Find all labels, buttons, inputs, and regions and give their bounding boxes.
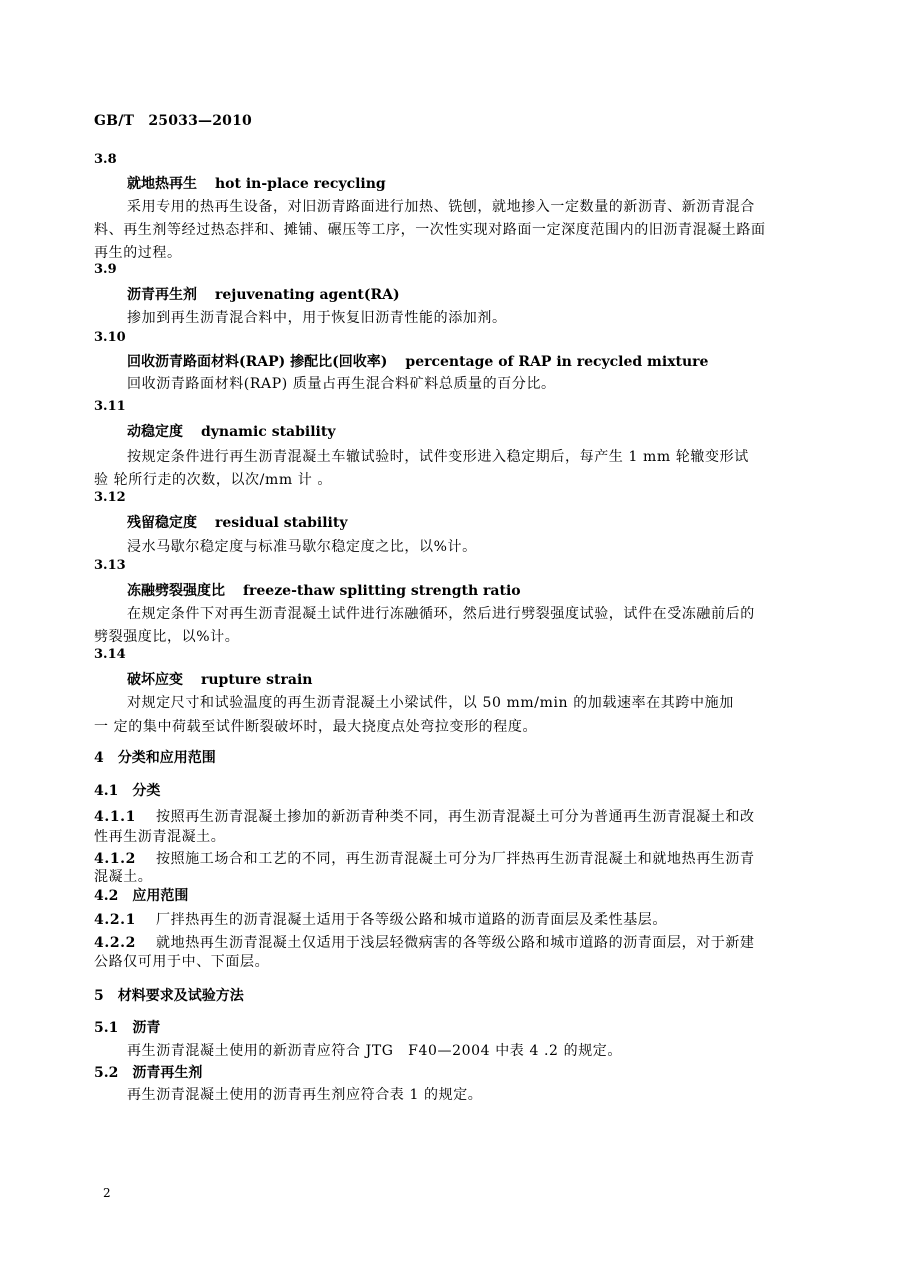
clause-text: 厂拌热再生的沥青混凝土适用于各等级公路和城市道路的沥青面层及柔性基层。 [156,912,667,928]
term-zh: 残留稳定度 [127,515,197,531]
term-title [127,669,312,689]
term-number: 3.9 [94,262,117,277]
term-definition-line: 掺加到再生沥青混合料中，用于恢复旧沥青性能的添加剂。 [127,310,507,326]
term-title [127,284,400,304]
term-title [127,351,708,371]
term-definition-line: 对规定尺寸和试验温度的再生沥青混凝土小梁试件，以 50 mm/min 的加载速率在其跨中施加 [127,695,734,711]
term-number: 3.11 [94,399,126,414]
term-definition-line: 按规定条件进行再生沥青混凝土车辙试验时，试件变形进入稳定期后，每产生 1 mm 轮辙变形试 [127,449,749,465]
term-number: 3.10 [94,330,126,345]
clause-text-line: 混凝土。 [94,869,153,885]
clause-number: 4.2.1 [94,912,136,928]
term-zh: 动稳定度 [127,424,183,440]
term-number: 3.12 [94,490,126,505]
clause-text: 按照再生沥青混凝土掺加的新沥青种类不同，再生沥青混凝土可分为普通再生沥青混凝土和改 [156,809,755,825]
term-zh: 就地热再生 [127,176,197,192]
term-definition-line: 再生的过程。 [94,245,182,261]
section-heading: 5 材料要求及试验方法 [94,988,244,1004]
term-en: rupture strain [201,672,313,688]
page-number: 2 [103,1186,111,1200]
term-definition-line: 一 定的集中荷载至试件断裂破坏时，最大挠度点处弯拉变形的程度。 [94,719,538,735]
term-definition-line: 料、再生剂等经过热态拌和、摊铺、碾压等工序，一次性实现对路面一定深度范围内的旧沥青混凝土路面 [94,222,766,238]
term-en: freeze-thaw splitting strength ratio [243,583,521,599]
term-title [127,512,347,532]
term-number: 3.13 [94,558,126,573]
term-en: residual stability [215,515,348,531]
clause-4-2-1 [94,909,667,929]
term-title [127,421,335,441]
term-definition-line: 在规定条件下对再生沥青混凝土试件进行冻融循环，然后进行劈裂强度试验，试件在受冻融前后的 [127,606,755,622]
subsection-heading: 5.1 沥青 [94,1020,161,1036]
clause-text-line: 再生沥青混凝土使用的新沥青应符合 JTG F40—2004 中表 4 .2 的规定。 [127,1043,623,1059]
term-zh: 沥青再生剂 [127,287,197,303]
clause-number: 4.1.1 [94,809,136,825]
term-definition-line: 验 轮所行走的次数，以次/mm 计 。 [94,472,333,488]
term-definition-line: 采用专用的热再生设备，对旧沥青路面进行加热、铣刨，就地掺入一定数量的新沥青、新沥青混合 [127,199,755,215]
term-number: 3.8 [94,152,117,167]
term-number: 3.14 [94,647,126,662]
clause-text-line: 再生沥青混凝土使用的沥青再生剂应符合表 1 的规定。 [127,1087,483,1103]
term-definition-line: 回收沥青路面材料(RAP) 质量占再生混合料矿料总质量的百分比。 [127,376,556,392]
clause-number: 4.1.2 [94,851,136,867]
section-heading: 4 分类和应用范围 [94,750,216,766]
subsection-heading: 4.1 分类 [94,783,161,799]
term-en: rejuvenating agent(RA) [215,287,400,303]
term-definition-line: 劈裂强度比，以%计。 [94,629,240,645]
clause-text: 按照施工场合和工艺的不同，再生沥青混凝土可分为厂拌热再生沥青混凝土和就地热再生沥青 [156,851,755,867]
term-en: hot in-place recycling [215,176,386,192]
term-definition-line: 浸水马歇尔稳定度与标准马歇尔稳定度之比，以%计。 [127,539,477,555]
clause-text-line: 公路仅可用于中、下面层。 [94,954,270,970]
term-zh: 破坏应变 [127,672,183,688]
standard-header: GB/T 25033—2010 [94,113,252,129]
subsection-heading: 4.2 应用范围 [94,888,189,904]
clause-text-line: 性再生沥青混凝土。 [94,829,226,845]
clause-text: 就地热再生沥青混凝土仅适用于浅层轻微病害的各等级公路和城市道路的沥青面层，对于新建 [156,935,755,951]
term-en: dynamic stability [201,424,336,440]
clause-4-1-2 [94,848,755,868]
term-zh: 冻融劈裂强度比 [127,583,225,599]
term-title [127,173,386,193]
subsection-heading: 5.2 沥青再生剂 [94,1065,203,1081]
term-zh: 回收沥青路面材料(RAP) 掺配比(回收率) [127,354,388,370]
term-title [127,580,521,600]
clause-4-2-2 [94,932,755,952]
clause-4-1-1 [94,806,755,826]
term-en: percentage of RAP in recycled mixture [405,354,709,370]
clause-number: 4.2.2 [94,935,136,951]
